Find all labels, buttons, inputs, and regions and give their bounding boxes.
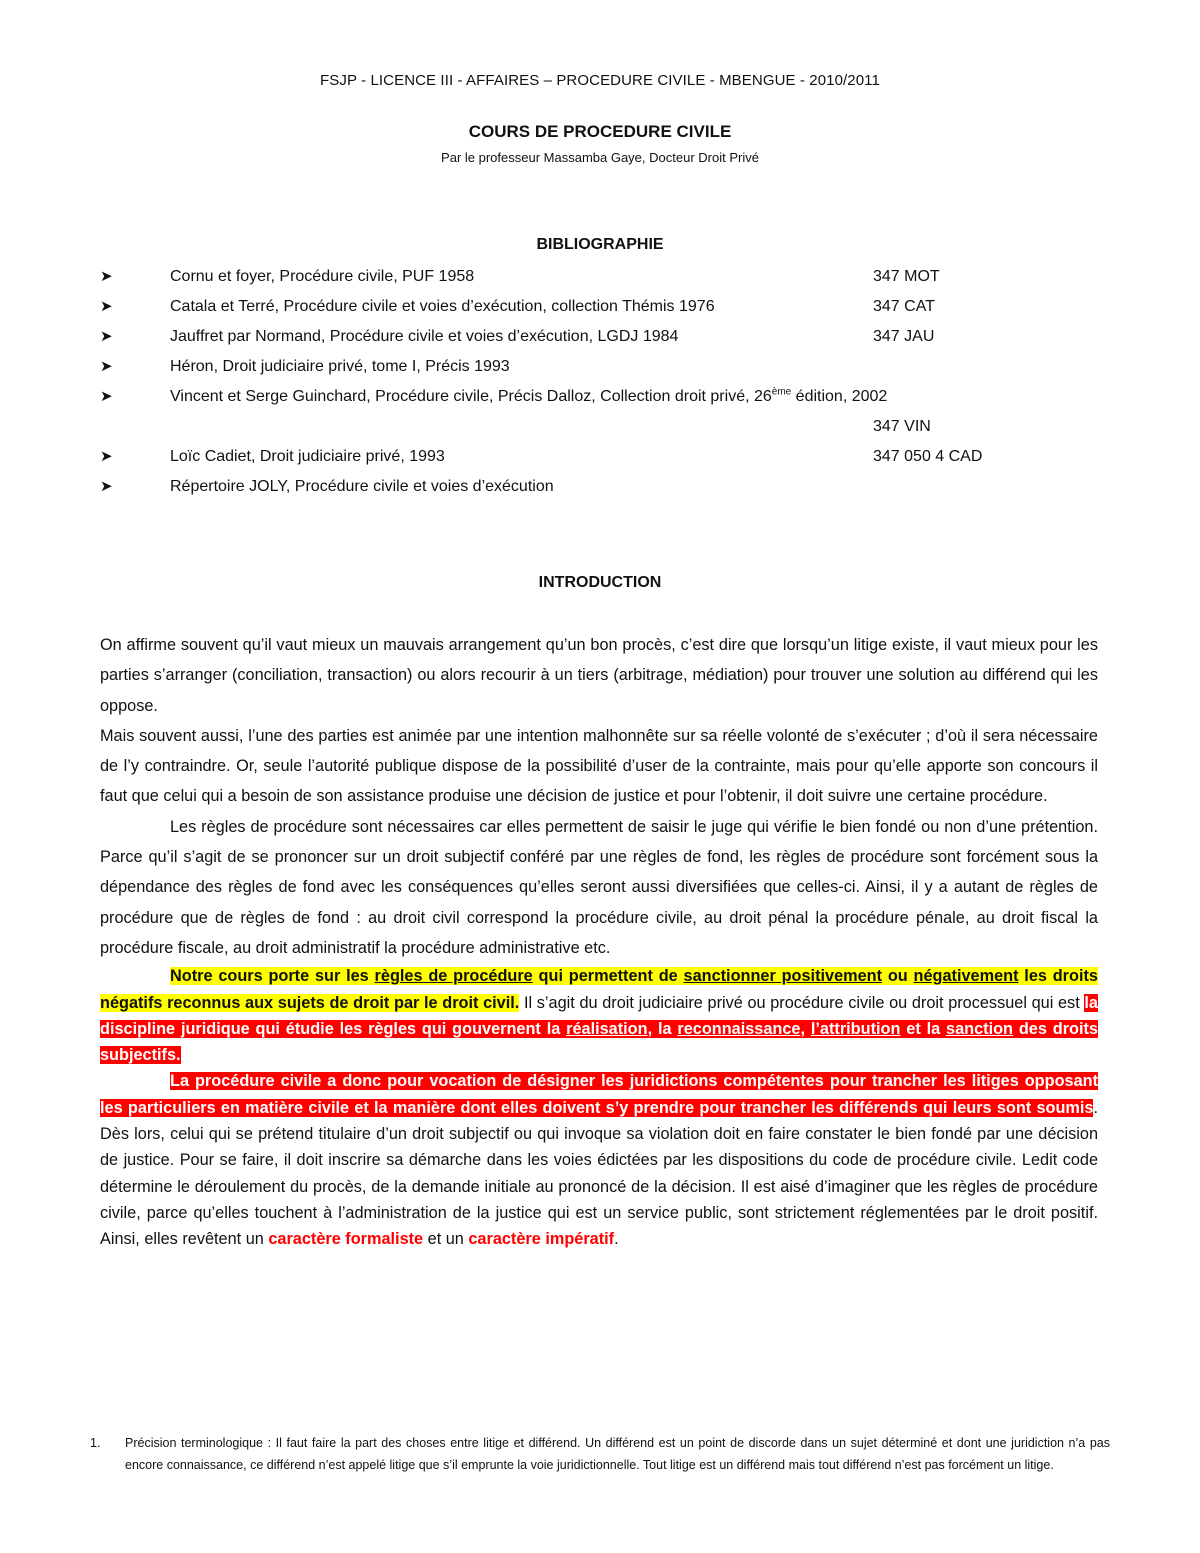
bibliography-item-code: 347 JAU xyxy=(873,328,935,345)
text-run: ou xyxy=(882,967,914,986)
text-run: , la xyxy=(647,1019,678,1038)
text-run: Il s’agit du droit judiciaire privé ou procédure civile ou droit processuel qui est xyxy=(519,993,1085,1012)
red-emphasis: caractère impératif xyxy=(468,1230,615,1249)
bibliography-item xyxy=(100,352,1110,382)
arrowhead-bullet-icon: ➤ xyxy=(100,328,113,345)
bibliography-item-text: Jauffret par Normand, Procédure civile et voies d’exécution, LGDJ 1984 xyxy=(170,328,679,345)
underlined-run: sanctionner positivement xyxy=(683,967,883,986)
footnote xyxy=(90,1432,1110,1476)
bibliography-item-text-part: édition, 2002 xyxy=(791,388,888,405)
bibliography-item-code: 347 MOT xyxy=(873,268,940,285)
bibliography-item-text-part: Vincent et Serge Guinchard, Procédure civile, Précis Dalloz, Collection droit privé, 26 xyxy=(170,388,772,405)
paragraph: On affirme souvent qu’il vaut mieux un mauvais arrangement qu’un bon procès, c’est dire que lorsqu’un litige existe, il vaut mieux pour les parties s’arranger (conciliation, transaction) ou alors recourir à un tiers (arbitrage, médiation) pour trouver une solution au différend qui les oppose. xyxy=(100,636,1098,715)
bibliography-item xyxy=(100,382,1110,412)
underlined-run: l’attribution xyxy=(810,1019,901,1038)
page-header: FSJP - LICENCE III - AFFAIRES – PROCEDURE CIVILE - MBENGUE - 2010/2011 xyxy=(320,72,880,89)
text-run: . Dès lors, celui qui se prétend titulaire d’un droit subjectif ou qui invoque sa violation doit en faire constater le bien fondé par une décision de justice. Pour se faire, il doit inscrire sa démarche dans les voies édictées par les dispositions du code de procédure civile. Ledit code détermine le déroulement du procès, de la demande initiale au prononcé de la décision. Il est aisé d’imaginer que les règles de procédure civile, parce qu’elles touchent à l’administration de la justice qui est un service public, sont strictement réglementées par le droit positif. Ainsi, elles revêtent un xyxy=(100,1098,1098,1249)
bibliography-item xyxy=(100,442,1110,472)
paragraph: Les règles de procédure sont nécessaires car elles permettent de saisir le juge qui vérifie le bien fondé ou non d’une prétention. Parce qu’il s’agit de se prononcer sur un droit subjectif conféré par une règles de fond, les règles de procédure sont forcément sous la dépendance des règles de fond avec les conséquences qu’elles seront aussi diversifiées que celles-ci. Ainsi, il y a autant de règles de procédure que de règles de fond : au droit civil correspond la procédure civile, au droit pénal la procédure pénale, au droit fiscal la procédure fiscale, au droit administratif la procédure administrative etc. xyxy=(100,817,1098,957)
footnote-text: Précision terminologique : Il faut faire la part des choses entre litige et différend. Un différend est un point de discorde dans un sujet déterminé et dont une juridiction n’a pas encore connaissance, ce différend n’est appelé litige que s’il emprunte la voie juridictionnelle. Tout litige est un différend mais tout différend n’est pas forcément un litige. xyxy=(125,1436,1110,1472)
text-run: Notre cours porte sur les xyxy=(170,967,375,986)
bibliography-item-text: Cornu et foyer, Procédure civile, PUF 1958 xyxy=(170,268,475,285)
ordinal-superscript: ème xyxy=(771,386,792,398)
arrowhead-bullet-icon: ➤ xyxy=(100,268,113,285)
arrowhead-bullet-icon: ➤ xyxy=(100,448,113,465)
text-run: les droits négatifs reconnus aux sujets de droit par le droit civil. xyxy=(100,967,1098,1012)
underlined-run: négativement xyxy=(913,967,1019,986)
text-run: des droits subjectifs. xyxy=(100,1019,1098,1065)
bibliography-title: BIBLIOGRAPHIE xyxy=(536,236,664,253)
paragraph: Mais souvent aussi, l’une des parties est animée par une intention malhonnête sur sa réelle volonté de s’exécuter ; d’où il sera nécessaire de l’y contraindre. Or, seule l’autorité publique dispose de la possibilité d’user de la contrainte, mais pour qu’elle apporte son concours il faut que celui qui a besoin de son assistance produise une décision de justice et pour l’obtenir, il doit suivre une certaine procédure. xyxy=(100,726,1098,806)
underlined-run: réalisation xyxy=(566,1019,648,1038)
paragraph-highlighted xyxy=(100,1068,1098,1252)
arrowhead-bullet-icon: ➤ xyxy=(100,358,113,375)
bibliography-item-code: 347 VIN xyxy=(873,418,931,435)
bibliography-item xyxy=(100,262,1110,292)
arrowhead-bullet-icon: ➤ xyxy=(100,478,113,495)
text-run: et la xyxy=(900,1019,947,1038)
bibliography-item-text: Répertoire JOLY, Procédure civile et voies d’exécution xyxy=(170,478,554,495)
underlined-run: sanction xyxy=(946,1019,1013,1038)
bibliography-item-text: Héron, Droit judiciaire privé, tome I, Précis 1993 xyxy=(170,358,510,375)
bibliography-item-code: 347 050 4 CAD xyxy=(873,448,983,465)
bibliography-item xyxy=(100,292,1110,322)
bibliography-item-text xyxy=(170,382,887,412)
bibliography-item-text: Catala et Terré, Procédure civile et voies d’exécution, collection Thémis 1976 xyxy=(170,298,715,315)
bibliography-item-code-row xyxy=(100,412,1110,442)
bibliography-item-text: Loïc Cadiet, Droit judiciaire privé, 1993 xyxy=(170,448,445,465)
bibliography-item xyxy=(100,472,1110,502)
page-subtitle: Par le professeur Massamba Gaye, Docteur Droit Privé xyxy=(441,150,759,165)
bibliography-item-code: 347 CAT xyxy=(873,298,935,315)
text-run: . xyxy=(614,1230,619,1249)
text-run: la discipline juridique qui étudie les règles qui gouvernent la xyxy=(100,993,1098,1038)
red-highlight: La procédure civile a donc pour vocation de désigner les juridictions compétentes pour trancher les litiges opposant les particuliers en matière civile et la manière dont elles doivent s’y prendre pour trancher les différends qui leurs sont soumis xyxy=(100,1072,1098,1117)
text-run: et un xyxy=(423,1230,469,1249)
red-emphasis: caractère formaliste xyxy=(268,1230,424,1249)
page-title: COURS DE PROCEDURE CIVILE xyxy=(468,122,732,141)
underlined-run: reconnaissance xyxy=(677,1019,801,1038)
text-run: , xyxy=(800,1019,811,1038)
introduction-title: INTRODUCTION xyxy=(538,574,662,591)
paragraph-highlighted xyxy=(100,963,1098,1068)
text-run: qui permettent de xyxy=(532,967,684,986)
introduction-body xyxy=(100,630,1098,1253)
underlined-run: règles de procédure xyxy=(374,967,533,986)
arrowhead-bullet-icon: ➤ xyxy=(100,298,113,315)
bibliography-list xyxy=(100,262,1110,502)
bibliography-item xyxy=(100,322,1110,352)
footnote-number: 1. xyxy=(90,1436,101,1450)
arrowhead-bullet-icon: ➤ xyxy=(100,388,113,405)
